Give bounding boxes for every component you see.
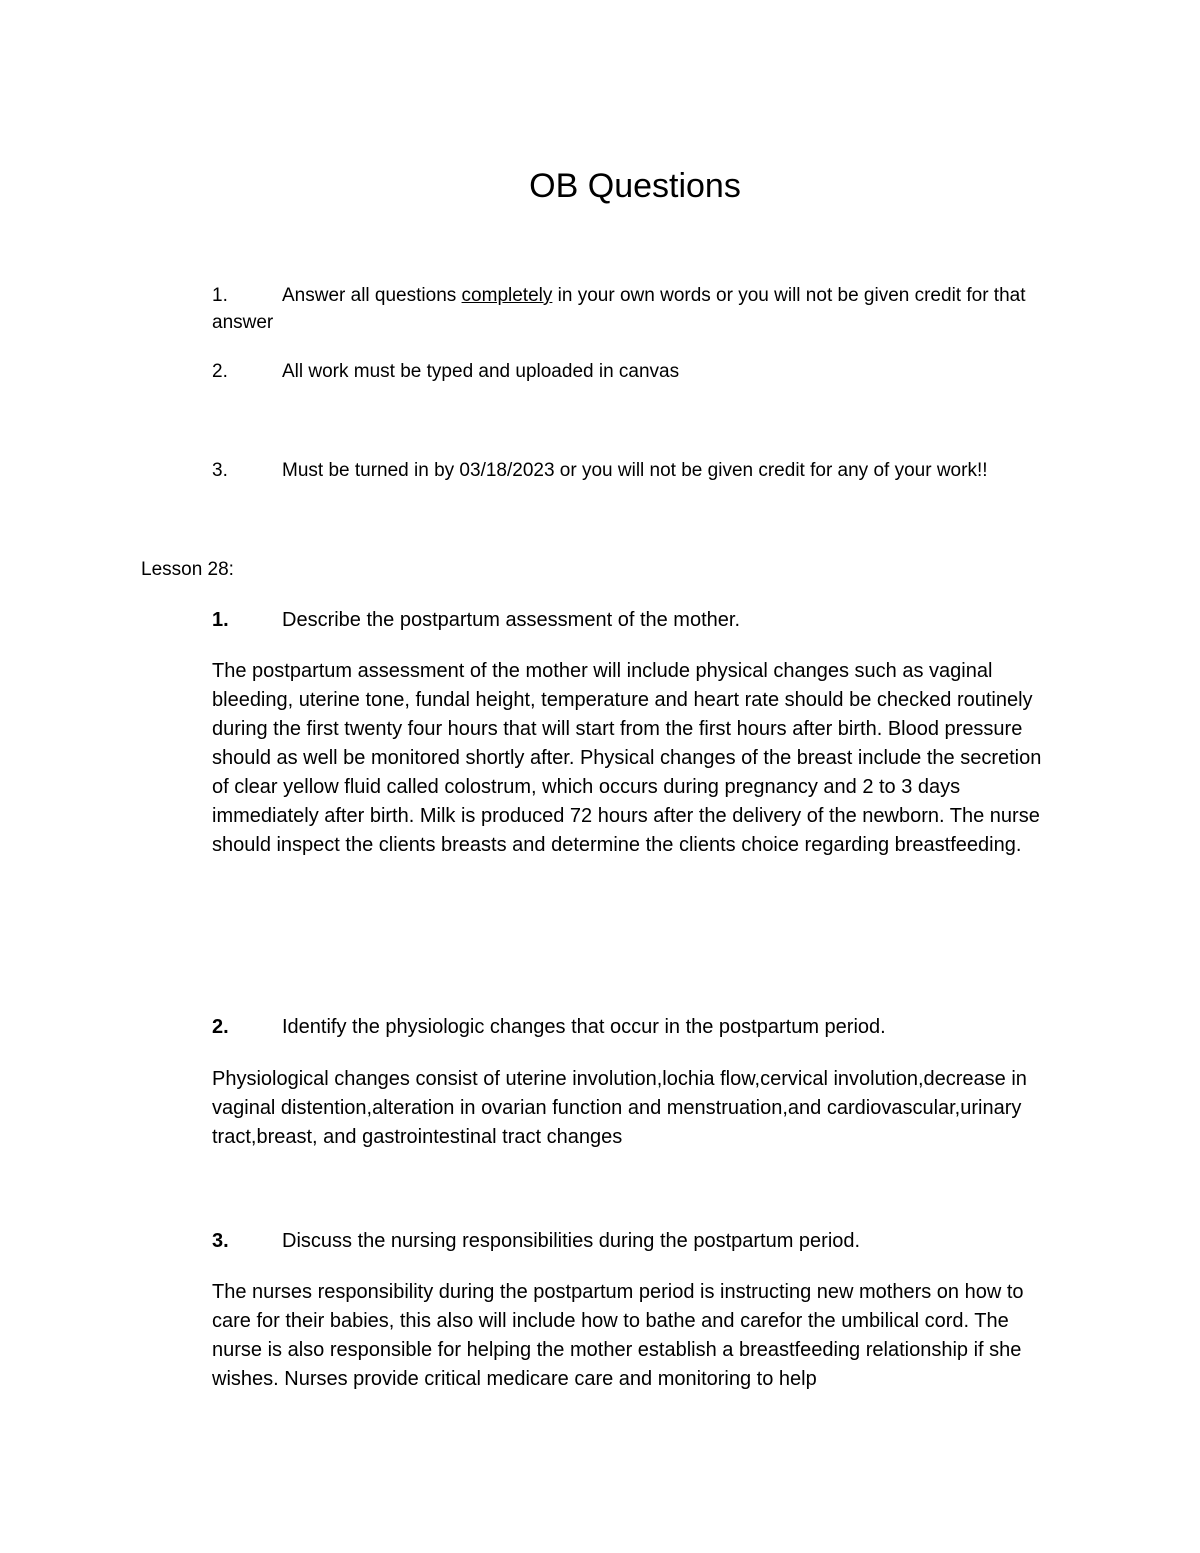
instruction-text-before: Answer all questions bbox=[282, 285, 462, 306]
instruction-text: All work must be typed and uploaded in canvas bbox=[282, 361, 680, 382]
instruction-item-2 bbox=[212, 358, 679, 385]
question-text: Discuss the nursing responsibilities during the postpartum period. bbox=[282, 1230, 861, 1252]
answer-1: The postpartum assessment of the mother will include physical changes such as vaginal bleeding, uterine tone, fundal height, temperature and heart rate should be checked routinely during the first twenty four hours that will start from the first hours after birth. Blood pressure should as well be monitored shortly after. Physical changes of the breast include the secretion of clear yellow fluid called colostrum, which occurs during pregnancy and 2 to 3 days immediately after birth. Milk is produced 72 hours after the delivery of the newborn. The nurse should inspect the clients breasts and determine the clients choice regarding breastfeeding. bbox=[212, 660, 1042, 856]
question-number: 3. bbox=[212, 1230, 229, 1252]
question-text: Describe the postpartum assessment of the mother. bbox=[282, 609, 740, 631]
question-number: 1. bbox=[212, 609, 229, 631]
answer-2: Physiological changes consist of uterine involution,lochia flow,cervical involution,decrease in vaginal distention,alteration in ovarian function and menstruation,and cardiovascular,urinary tract,breast, and gastrointestinal tract changes bbox=[212, 1068, 1027, 1148]
lesson-heading: Lesson 28: bbox=[141, 559, 234, 580]
instruction-number: 2. bbox=[212, 361, 228, 382]
instruction-number: 3. bbox=[212, 460, 228, 481]
instruction-item-1 bbox=[212, 282, 1062, 336]
instruction-item-3 bbox=[212, 457, 988, 484]
instruction-text-after: in your own words or you will not be given credit for that answer bbox=[212, 285, 1026, 333]
question-1 bbox=[212, 606, 740, 634]
question-number: 2. bbox=[212, 1016, 229, 1038]
instruction-text: Must be turned in by 03/18/2023 or you will not be given credit for any of your work!! bbox=[282, 460, 988, 481]
instruction-emphasis: completely bbox=[461, 285, 553, 306]
question-2 bbox=[212, 1013, 886, 1041]
question-text: Identify the physiologic changes that occur in the postpartum period. bbox=[282, 1016, 886, 1038]
question-3 bbox=[212, 1227, 860, 1255]
instruction-number: 1. bbox=[212, 285, 228, 306]
answer-3: The nurses responsibility during the postpartum period is instructing new mothers on how to care for their babies, this also will include how to bathe and carefor the umbilical cord. The nurse is also responsible for helping the mother establish a breastfeeding relationship if she wishes. Nurses provide critical medicare care and monitoring to help bbox=[212, 1281, 1024, 1390]
page-title: OB Questions bbox=[529, 167, 741, 205]
